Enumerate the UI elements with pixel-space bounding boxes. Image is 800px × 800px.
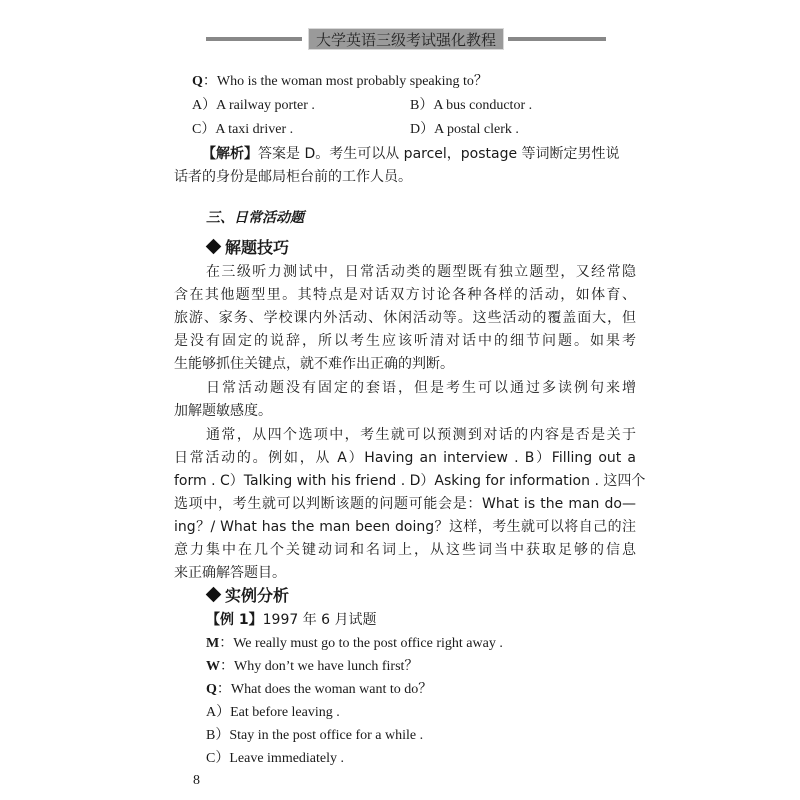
- dialogue-line-man: M：We really must go to the post office right away .: [206, 636, 503, 651]
- section-title: 三、日常活动题: [206, 210, 304, 226]
- example-label: 【例 1】: [206, 612, 263, 628]
- speaker-q: Q: [206, 682, 217, 697]
- speaker-m: M: [206, 636, 220, 651]
- option-d: D）A postal clerk .: [410, 122, 519, 137]
- example-option-b: B）Stay in the post office for a while .: [206, 728, 424, 743]
- analysis-label: 【解析】: [202, 146, 258, 162]
- paragraph-1-line-4: 是没有固定的说辞，所以考生应该听清对话中的细节问题。如果考: [174, 333, 636, 349]
- paragraph-3-line-7: 来正确解答题目。: [174, 565, 286, 581]
- paragraph-3-line-1: 通常，从四个选项中，考生就可以预测到对话的内容是否是关于: [206, 427, 636, 443]
- paragraph-3-line-3: form . C）Talking with his friend . D）Asking for information . 这四个: [174, 473, 646, 489]
- options-row-1: [192, 96, 592, 116]
- paragraph-2-line-2: 加解题敏感度。: [174, 403, 272, 419]
- paragraph-3-line-2: 日常活动的。例如，从 A）Having an interview . B）Filling out a: [174, 450, 636, 466]
- header-rule-right: [508, 37, 606, 41]
- dialogue-line-question: Q：What does the woman want to do？: [206, 682, 433, 697]
- analysis-line-2: 话者的身份是邮局柜台前的工作人员。: [174, 169, 412, 185]
- paragraph-1-line-2: 含在其他题型里。其特点是对话双方讨论各种各样的活动，如体育、: [174, 287, 636, 303]
- option-b: B）A bus conductor .: [410, 98, 533, 113]
- example-source: 1997 年 6 月试题: [262, 612, 377, 628]
- question-line: [192, 72, 488, 92]
- page-number: 8: [193, 773, 200, 788]
- question-text: ：Who is the woman most probably speaking to？: [202, 74, 488, 89]
- option-a: A）A railway porter .: [192, 98, 315, 113]
- diamond-bullet-icon: [206, 239, 222, 255]
- paragraph-3-line-5: ing？/ What has the man been doing？这样，考生就可以将自己的注: [174, 519, 636, 535]
- paragraph-3-line-6: 意力集中在几个关键动词和名词上，从这些词当中获取足够的信息: [174, 542, 636, 558]
- question-label: Q: [192, 74, 203, 89]
- header-rule-left: [206, 37, 302, 41]
- speaker-w: W: [206, 659, 220, 674]
- paragraph-2-line-1: 日常活动题没有固定的套语，但是考生可以通过多读例句来增: [206, 380, 636, 396]
- options-row-2: [192, 120, 592, 140]
- example-label-line: [206, 610, 377, 630]
- analysis-line-1: [202, 144, 636, 164]
- example-option-a: A）Eat before leaving .: [206, 705, 340, 720]
- running-title: 大学英语三级考试强化教程: [308, 28, 504, 50]
- paragraph-1-line-1: 在三级听力测试中，日常活动类的题型既有独立题型，又经常隐: [206, 264, 636, 280]
- dialogue-line-woman: W：Why don’t we have lunch first？: [206, 659, 419, 674]
- example-heading: 实例分析: [206, 586, 289, 606]
- paragraph-1-line-3: 旅游、家务、学校课内外活动、休闲活动等。这些活动的覆盖面大，但: [174, 310, 636, 326]
- example-option-c: C）Leave immediately .: [206, 751, 345, 766]
- option-c: C）A taxi driver .: [192, 122, 294, 137]
- analysis-text-1: 答案是 D。考生可以从 parcel，postage 等词断定男性说: [258, 146, 620, 162]
- tips-heading: 解题技巧: [206, 238, 289, 258]
- diamond-bullet-icon: [206, 587, 222, 603]
- paragraph-1-line-5: 生能够抓住关键点，就不难作出正确的判断。: [174, 356, 454, 372]
- running-header: [206, 28, 606, 52]
- paragraph-3-line-4: 选项中，考生就可以判断该题的问题可能会是：What is the man do—: [174, 496, 636, 512]
